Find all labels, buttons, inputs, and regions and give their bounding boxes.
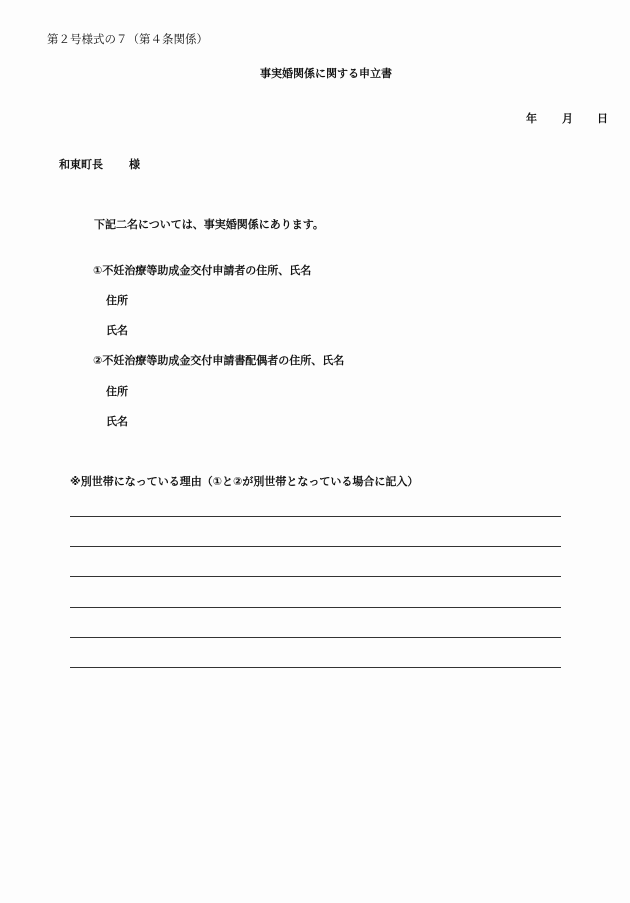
spouse-name-label: 氏名 bbox=[106, 415, 128, 428]
reason-writing-line bbox=[70, 546, 561, 547]
reason-writing-line bbox=[70, 667, 561, 668]
form-number: 第２号様式の７（第４条関係） bbox=[47, 32, 208, 46]
reason-writing-line bbox=[70, 516, 561, 517]
addressee-honorific: 様 bbox=[129, 158, 140, 171]
date-month-label: 月 bbox=[562, 112, 573, 125]
date-day-label: 日 bbox=[597, 112, 608, 125]
applicant-heading: ①不妊治療等助成金交付申請者の住所、氏名 bbox=[93, 264, 312, 277]
declaration-statement: 下記二名については、事実婚関係にあります。 bbox=[94, 218, 324, 231]
reason-writing-line bbox=[70, 576, 561, 577]
date-year-label: 年 bbox=[526, 112, 537, 125]
separate-household-reason-label: ※別世帯になっている理由（①と②が別世帯となっている場合に記入） bbox=[70, 475, 419, 488]
spouse-heading: ②不妊治療等助成金交付申請書配偶者の住所、氏名 bbox=[93, 354, 345, 367]
reason-writing-line bbox=[70, 637, 561, 638]
spouse-address-label: 住所 bbox=[106, 385, 128, 398]
applicant-address-label: 住所 bbox=[106, 294, 128, 307]
reason-writing-line bbox=[70, 607, 561, 608]
addressee-name: 和東町長 bbox=[59, 158, 103, 171]
applicant-name-label: 氏名 bbox=[106, 324, 128, 337]
document-title: 事実婚関係に関する申立書 bbox=[260, 67, 392, 80]
